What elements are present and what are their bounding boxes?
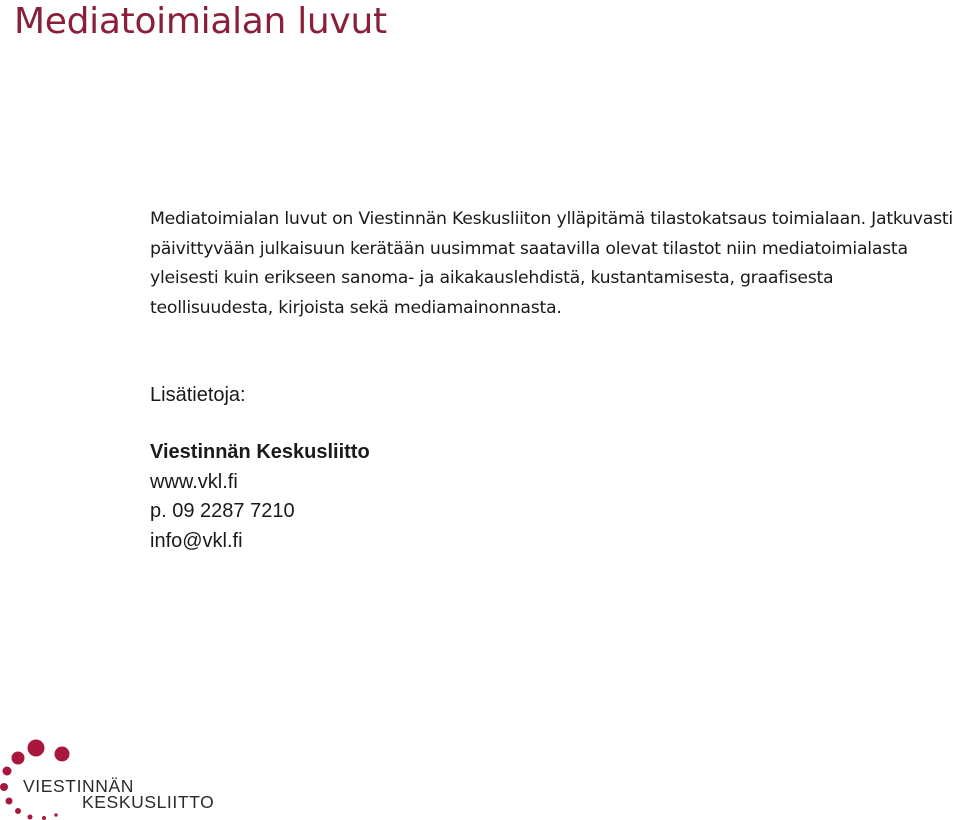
contact-phone: p. 09 2287 7210: [150, 500, 295, 522]
intro-paragraph: Mediatoimialan luvut on Viestinnän Keskusliiton ylläpitämä tilastokatsaus toimialaan. Jatkuvasti päivittyvään julkaisuun kerätään uusimmat saatavilla olevat tilastot niin mediatoimialasta yleisesti kuin erikseen sanoma- ja aikakauslehdistä, kustantamisesta, graafisesta teollisuudesta, kirjoista sekä mediamainonnasta.: [150, 209, 953, 318]
more-info-label: Lisätietoja:: [150, 384, 246, 406]
page-title: Mediatoimialan luvut: [14, 1, 387, 42]
contact-organization: Viestinnän Keskusliitto: [150, 441, 370, 463]
contact-website-link[interactable]: www.vkl.fi: [150, 470, 238, 493]
vkl-logo: [0, 738, 240, 820]
logo-line2: KESKUSLIITTO: [82, 792, 215, 812]
contact-email-link[interactable]: info@vkl.fi: [150, 529, 243, 552]
logo-line1: VIESTINNÄN: [23, 776, 135, 796]
contact-block: [150, 438, 370, 556]
